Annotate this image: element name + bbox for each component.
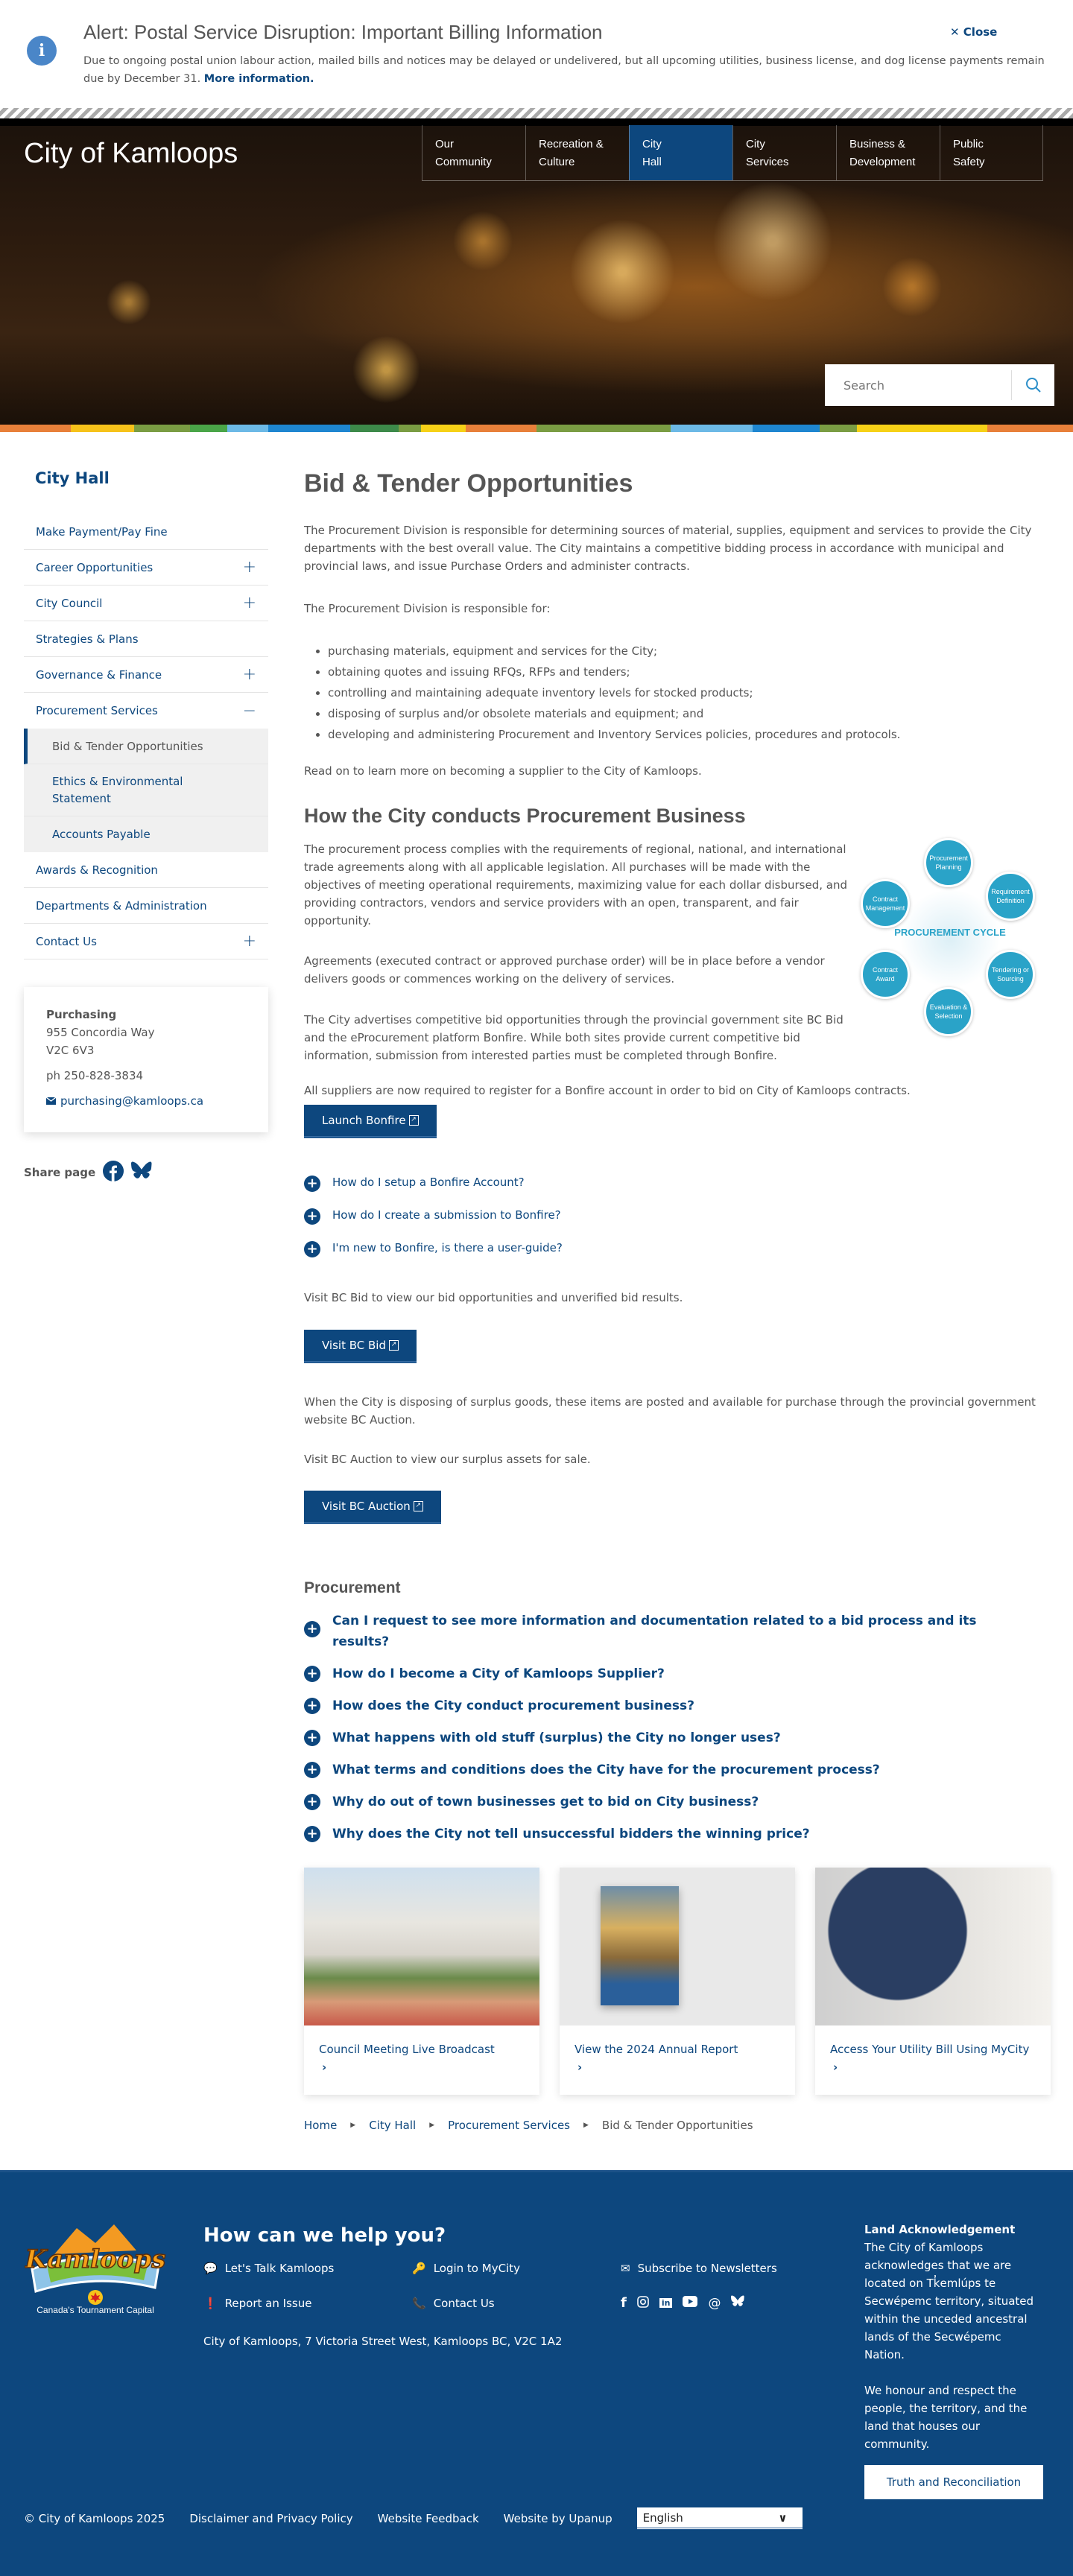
sidebar-item-city-council[interactable]: City Council + [24, 586, 268, 621]
subscribe-newsletters-link[interactable]: ✉ Subscribe to Newsletters [621, 2262, 777, 2275]
expand-plus-icon[interactable]: + [242, 665, 256, 684]
plus-circle-icon: + [304, 1621, 320, 1637]
accordion-item[interactable]: + How do I setup a Bonfire Account? [304, 1176, 525, 1192]
breadcrumb-current: Bid & Tender Opportunities [601, 2119, 753, 2132]
sidebar-submenu-procurement [24, 729, 268, 852]
section-paragraph-1: The procurement process complies with the requirements of regional, national, and international trade agreements along with all applicable legislation. All purchases will be made with the objectives of meeting operational requirements, maximizing value for each dollar disbursed, and providing contractors, vendors and service providers with an open, transparent, and fair opportunity. [304, 843, 847, 927]
search-button[interactable] [1012, 364, 1054, 406]
language-select[interactable]: English ∨ [637, 2507, 803, 2530]
faq-item[interactable]: + Why do out of town businesses get to bid on City business? [304, 1792, 1027, 1812]
color-segment [857, 425, 987, 432]
search-input[interactable] [825, 364, 1011, 406]
close-icon: ✕ [950, 25, 963, 39]
chevron-right-icon: › [322, 2061, 327, 2074]
logo-graphic [25, 2224, 166, 2306]
youtube-icon[interactable] [683, 2296, 697, 2310]
sidebar-subitem-ethics-environmental[interactable]: Ethics & Environmental Statement [24, 764, 268, 816]
plus-circle-icon: + [304, 1762, 320, 1778]
alert-body: Due to ongoing postal union labour action, mailed bills and notices may be delayed or undelivered, but all upcoming utilities, business license, and dog license payments remain due by December 31. More information. [83, 55, 1045, 85]
site-title-link[interactable]: City of Kamloops [24, 138, 238, 169]
city-hall-image [304, 1868, 539, 2025]
lets-talk-link[interactable]: 💬 Let's Talk Kamloops [203, 2262, 335, 2275]
card-council-broadcast[interactable]: Council Meeting Live Broadcast › [304, 1868, 539, 2095]
cycle-node: Contract Award [861, 950, 910, 999]
cycle-node: Contract Management [861, 879, 910, 928]
cycle-node: Requirement Definition [986, 872, 1035, 921]
bluesky-icon [131, 1161, 152, 1181]
sidebar-title: City Hall [35, 469, 110, 487]
contact-address-line1: 955 Concordia Way [46, 1026, 155, 1039]
alert-banner [0, 0, 1073, 108]
color-segment [227, 425, 268, 432]
chevron-right-icon: › [833, 2061, 838, 2074]
land-acknowledgement [864, 2221, 1043, 2453]
instagram-icon[interactable] [637, 2296, 649, 2311]
list-item: • developing and administering Procurement and Inventory Services policies, procedures and protocols. [328, 724, 900, 745]
section-paragraph-3: The City advertises competitive bid opportunities through the provincial government site BC Bid and the eProcurement platform Bonfire. While both sites provide current competitive bid information, submission from interested parties must be completed through Bonfire. [304, 1013, 843, 1062]
section-paragraph-2: Agreements (executed contract or approved purchase order) will be in place before a vendor delivers goods or commences working on the delivery of services. [304, 954, 825, 986]
envelope-icon [46, 1097, 56, 1105]
faq-item[interactable]: + Why does the City not tell unsuccessful bidders the winning price? [304, 1824, 1027, 1844]
feedback-link[interactable]: Website Feedback [377, 2512, 479, 2525]
breadcrumb [304, 2119, 753, 2132]
plus-circle-icon: + [304, 1698, 320, 1714]
sidebar-item-awards-recognition[interactable]: Awards & Recognition [24, 852, 268, 888]
nav-city-hall[interactable]: City Hall [629, 125, 732, 180]
sidebar-item-contact-us[interactable]: Contact Us + [24, 924, 268, 959]
sidebar-item-make-payment[interactable]: Make Payment/Pay Fine [24, 514, 268, 550]
external-link-icon: ↗ [414, 1501, 423, 1511]
plus-circle-icon: + [304, 1794, 320, 1810]
accordion-item[interactable]: + I'm new to Bonfire, is there a user-guide? [304, 1241, 563, 1257]
plus-circle-icon: + [304, 1730, 320, 1746]
share-page: Share page [24, 1161, 152, 1184]
sidebar-item-strategies-plans[interactable]: Strategies & Plans [24, 621, 268, 657]
expand-plus-icon[interactable]: + [242, 932, 256, 951]
alert-more-info-link[interactable]: More information. [203, 73, 314, 85]
plus-circle-icon: + [304, 1826, 320, 1842]
color-segment [671, 425, 753, 432]
main-nav [422, 125, 1043, 181]
nav-city-services[interactable]: City Services [732, 125, 836, 180]
sidebar-item-governance-finance[interactable]: Governance & Finance + [24, 657, 268, 693]
contact-email-link[interactable]: purchasing@kamloops.ca [46, 1092, 246, 1110]
caret-right-icon: ▶ [583, 2122, 589, 2129]
truth-reconciliation-button[interactable]: Truth and Reconciliation [864, 2465, 1043, 2499]
collapse-minus-icon[interactable]: − [242, 701, 256, 720]
expand-plus-icon[interactable]: + [242, 558, 256, 577]
faq-item[interactable]: + What terms and conditions does the City have for the procurement process? [304, 1760, 1027, 1780]
share-facebook-button[interactable] [103, 1161, 124, 1184]
copyright: © City of Kamloops 2025 [24, 2512, 165, 2525]
login-mycity-link[interactable]: 🔑 Login to MyCity [412, 2262, 520, 2275]
color-segment [0, 425, 71, 432]
breadcrumb-city-hall[interactable]: City Hall [369, 2119, 417, 2132]
suppliers-note: All suppliers are now required to register for a Bonfire account in order to bid on City of Kamloops contracts. [304, 1084, 911, 1097]
chevron-right-icon: › [577, 2061, 583, 2074]
logo-caption: Canada's Tournament Capital [37, 2305, 154, 2315]
land-title: Land Acknowledgement [864, 2223, 1016, 2236]
bcbid-text: Visit BC Bid to view our bid opportunities and unverified bid results. [304, 1291, 683, 1304]
sidebar-subitem-bid-tender[interactable]: Bid & Tender Opportunities [24, 729, 268, 764]
color-segment [753, 425, 820, 432]
color-segment [71, 425, 134, 432]
sidebar-subitem-accounts-payable[interactable]: Accounts Payable [52, 828, 151, 841]
land-paragraph-2: We honour and respect the people, the territory, and the land that houses our community. [864, 2384, 1028, 2451]
utility-bill-image [815, 1868, 1051, 2025]
color-segment [268, 425, 350, 432]
kamloops-logo[interactable] [25, 2224, 166, 2315]
svg-text:Kamloops: Kamloops [25, 2245, 166, 2274]
help-title: How can we help you? [203, 2224, 446, 2247]
accordion-item[interactable]: + How do I create a submission to Bonfire? [304, 1208, 561, 1225]
intro-paragraph: The Procurement Division is responsible for determining sources of material, supplies, equipment and services to provide the City departments with the best overall value. The City maintains a competitive bidding process in accordance with municipal and provincial laws, and issue Purchase Orders and administer contracts. [304, 524, 1032, 573]
breadcrumb-procurement[interactable]: Procurement Services [448, 2119, 570, 2132]
help-links [203, 2262, 844, 2311]
linkedin-icon[interactable]: in [659, 2298, 673, 2308]
contact-phone: ph 250-828-3834 [46, 1069, 144, 1082]
faq-item[interactable]: + How do I become a City of Kamloops Supplier? [304, 1663, 1027, 1684]
expand-plus-icon[interactable]: + [242, 594, 256, 612]
contact-us-link[interactable]: 📞 Contact Us [412, 2296, 495, 2310]
list-item: • obtaining quotes and issuing RFQs, RFPs and tenders; [328, 662, 900, 682]
newsletter-icon: ✉ [621, 2262, 630, 2275]
external-link-icon: ↗ [409, 1115, 419, 1126]
plus-circle-icon: + [304, 1176, 320, 1192]
upanup-link[interactable]: Website by Upanup [503, 2512, 613, 2525]
sidebar-item-departments-administration[interactable]: Departments & Administration [24, 888, 268, 924]
faq-item[interactable]: + How does the City conduct procurement business? [304, 1695, 1027, 1716]
launch-bonfire-button[interactable]: Launch Bonfire ↗ [304, 1105, 437, 1138]
section-title: How the City conducts Procurement Business [304, 805, 746, 827]
share-bluesky-button[interactable] [131, 1161, 152, 1184]
contact-address-line2: V2C 6V3 [46, 1044, 95, 1057]
facebook-icon [103, 1161, 124, 1181]
color-segment [190, 425, 227, 432]
plus-circle-icon: + [304, 1208, 320, 1225]
report-issue-link[interactable]: ❗ Report an Issue [203, 2296, 312, 2310]
phone-icon: 📞 [412, 2296, 426, 2310]
alert-stripes-divider [0, 108, 1073, 118]
bluesky-icon[interactable] [731, 2295, 744, 2311]
social-links [621, 2295, 844, 2311]
footer-bottom-bar [24, 2507, 803, 2530]
read-on-text: Read on to learn more on becoming a supplier to the City of Kamloops. [304, 764, 702, 778]
color-segment [536, 425, 671, 432]
color-segment [350, 425, 399, 432]
cycle-node: Evaluation & Selection [924, 987, 973, 1036]
nav-our-community[interactable]: Our Community [422, 125, 525, 180]
faq-item[interactable]: + What happens with old stuff (surplus) the City no longer uses? [304, 1728, 1027, 1748]
responsible-for-text: The Procurement Division is responsible for: [304, 602, 551, 615]
disclaimer-link[interactable]: Disclaimer and Privacy Policy [189, 2512, 353, 2525]
caret-right-icon: ▶ [429, 2122, 435, 2129]
cycle-center-label: PROCUREMENT CYCLE [894, 927, 1006, 938]
threads-icon[interactable]: @ [708, 2295, 721, 2311]
color-segment [466, 425, 536, 432]
color-segment [987, 425, 1073, 432]
cycle-node: Tendering or Sourcing [986, 950, 1035, 999]
search-box [825, 364, 1054, 406]
plus-circle-icon: + [304, 1666, 320, 1682]
color-segment [399, 425, 421, 432]
land-paragraph-1: The City of Kamloops acknowledges that we are located on Tk̓emlúps te Secwépemc territory, situated within the unceded ancestral lands of the Secwépemc Nation. [864, 2241, 1034, 2361]
chat-icon: 💬 [203, 2262, 218, 2275]
nav-recreation-culture[interactable]: Recreation & Culture [525, 125, 629, 180]
contact-card [24, 987, 268, 1132]
list-item: • purchasing materials, equipment and services for the City; [328, 641, 900, 662]
info-icon: i [27, 36, 57, 66]
sidebar-item-career-opportunities[interactable]: Career Opportunities + [24, 550, 268, 586]
hero-banner [0, 118, 1073, 425]
key-icon: 🔑 [412, 2262, 426, 2275]
facebook-icon[interactable]: f [621, 2295, 627, 2311]
nav-business-development[interactable]: Business & Development [836, 125, 940, 180]
color-segment [421, 425, 466, 432]
search-icon [1025, 376, 1042, 394]
procurement-cycle-diagram [849, 838, 1047, 1039]
color-segment [134, 425, 190, 432]
surplus-text: When the City is disposing of surplus goods, these items are posted and available for purchase through the provincial government website BC Auction. [304, 1395, 1036, 1427]
card-utility-bill[interactable]: Access Your Utility Bill Using MyCity › [815, 1868, 1051, 2095]
sidebar-nav [24, 514, 268, 959]
cycle-node: Procurement Planning [924, 838, 973, 887]
color-segment [820, 425, 857, 432]
plus-circle-icon: + [304, 1241, 320, 1257]
alert-title: Alert: Postal Service Disruption: Important Billing Information [83, 21, 603, 43]
report-icon: ❗ [203, 2296, 218, 2310]
external-link-icon: ↗ [389, 1340, 399, 1351]
nav-public-safety[interactable]: Public Safety [940, 125, 1043, 180]
caret-right-icon: ▶ [350, 2122, 356, 2129]
brand-color-bar [0, 425, 1073, 432]
footer-address: City of Kamloops, 7 Victoria Street West, Kamloops BC, V2C 1A2 [203, 2335, 563, 2348]
faq-item[interactable]: + Can I request to see more information and documentation related to a bid process and its results? [304, 1611, 1027, 1652]
site-footer [0, 2170, 1073, 2576]
breadcrumb-home[interactable]: Home [304, 2119, 338, 2132]
contact-name: Purchasing [46, 1008, 117, 1021]
auction-text: Visit BC Auction to view our surplus assets for sale. [304, 1453, 591, 1466]
procurement-heading: Procurement [304, 1579, 401, 1596]
alert-close-button[interactable]: ✕ Close [950, 25, 998, 39]
responsibilities-list [317, 641, 900, 745]
list-item: • disposing of surplus and/or obsolete materials and equipment; and [328, 703, 900, 724]
chevron-down-icon: ∨ [778, 2510, 788, 2525]
sidebar-item-procurement-services[interactable]: Procurement Services − [36, 701, 256, 720]
card-annual-report[interactable]: View the 2024 Annual Report › [560, 1868, 795, 2095]
page-title: Bid & Tender Opportunities [304, 469, 633, 498]
visit-bcauction-button[interactable]: Visit BC Auction ↗ [304, 1491, 441, 1524]
visit-bcbid-button[interactable]: Visit BC Bid ↗ [304, 1330, 417, 1363]
annual-report-image [560, 1868, 795, 2025]
feature-cards [304, 1868, 1051, 2095]
list-item: • controlling and maintaining adequate inventory levels for stocked products; [328, 682, 900, 703]
logo-badge [25, 2224, 166, 2299]
